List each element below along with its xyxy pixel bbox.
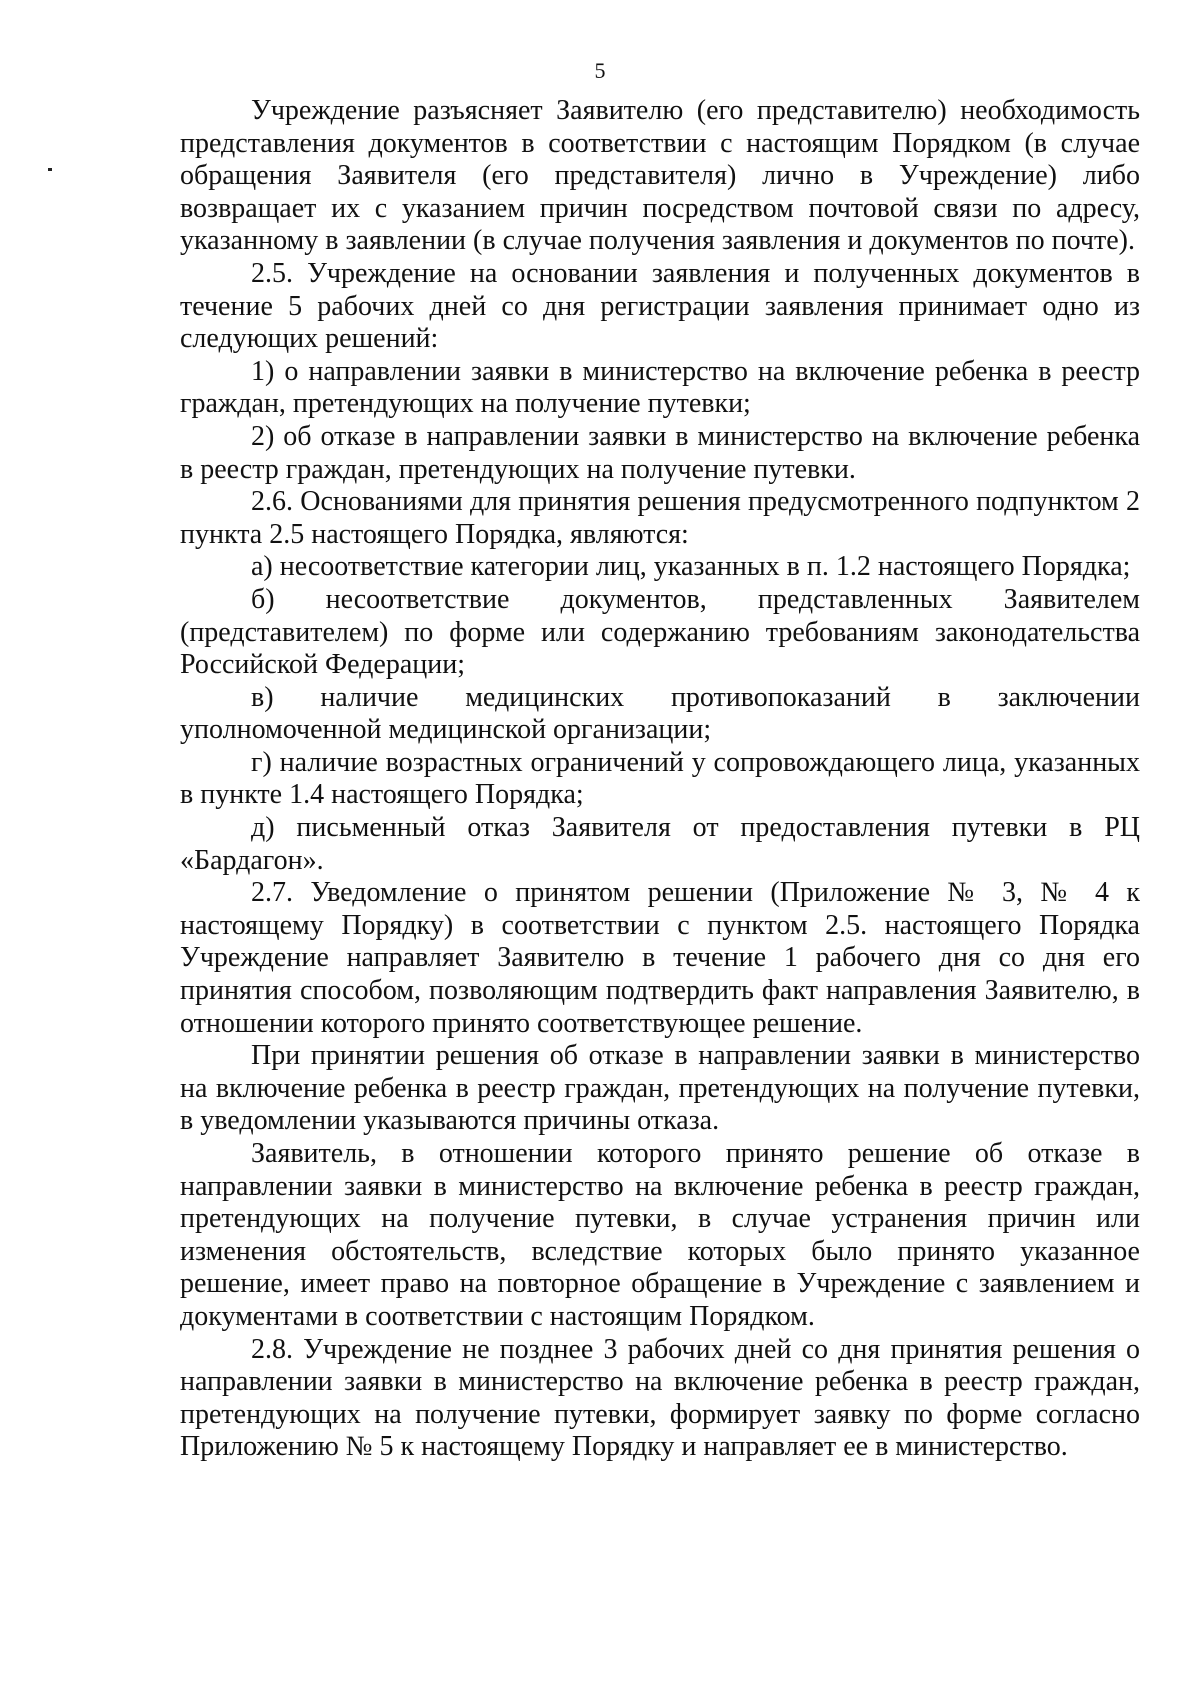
paragraph-2-5-item-2: 2) об отказе в направлении заявки в министерство на включение ребенка в реестр граждан, претендующих на получение путевки. [180, 420, 1140, 485]
paragraph-2-6-item-d: д) письменный отказ Заявителя от предоставления путевки в РЦ «Бардагон». [180, 812, 1140, 876]
page-number: 5 [594, 58, 606, 83]
paragraph-2-6-item-b: б) несоответствие документов, представленных Заявителем (представителем) по форме или содержанию требованиям законодательства Российской Федерации; [180, 583, 1140, 681]
paragraph-2-5: 2.5. Учреждение на основании заявления и полученных документов в течение 5 рабочих дней со дня регистрации заявления принимает одно из следующих решений: [180, 257, 1140, 355]
paragraph-reapplication: Заявитель, в отношении которого принято решение об отказе в направлении заявки в министерство на включение ребенка в реестр граждан, претендующих на получение путевки, в случае устранения причин или изменения обстоятельств, вследствие которых было принято указанное решение, имеет право на повторное обращение в Учреждение с заявлением и документами в соответствии с настоящим Порядком. [180, 1138, 1140, 1332]
paragraph-clarification: Учреждение разъясняет Заявителю (его представителю) необходимость представления документов в соответствии с настоящим Порядком (в случае обращения Заявителя (его представителя) лично в Учреждение) либо возвращает их с указанием причин посредством почтовой связи по адресу, указанному в заявлении (в случае получения заявления и документов по почте). [180, 95, 1140, 257]
paragraph-2-6-item-v: в) наличие медицинских противопоказаний в заключении уполномоченной медицинской организации; [180, 681, 1140, 746]
paragraph-2-6-item-g: г) наличие возрастных ограничений у сопровождающего лица, указанных в пункте 1.4 настоящего Порядка; [180, 746, 1140, 811]
paragraph-2-6: 2.6. Основаниями для принятия решения предусмотренного подпунктом 2 пункта 2.5 настоящего Порядка, являются: [180, 486, 1140, 550]
paragraph-2-5-item-1: 1) о направлении заявки в министерство на включение ребенка в реестр граждан, претендующих на получение путевки; [180, 355, 1140, 420]
paragraph-2-6-item-a: а) несоответствие категории лиц, указанных в п. 1.2 настоящего Порядка; [251, 551, 1131, 583]
paragraph-refusal-reasons: При принятии решения об отказе в направлении заявки в министерство на включение ребенка в реестр граждан, претендующих на получение путевки, в уведомлении указываются причины отказа. [180, 1040, 1140, 1137]
scan-artifact-mark [48, 168, 52, 171]
paragraph-2-8: 2.8. Учреждение не позднее 3 рабочих дней со дня принятия решения о направлении заявки в министерство на включение ребенка в реестр граждан, претендующих на получение путевки, формирует заявку по форме согласно Приложению № 5 к настоящему Порядку и направляет ее в министерство. [180, 1333, 1140, 1463]
document-body [180, 95, 1140, 1464]
paragraph-2-7: 2.7. Уведомление о принятом решении (Приложение № 3, № 4 к настоящему Порядку) в соответствии с пунктом 2.5. настоящего Порядка Учреждение направляет Заявителю в течение 1 рабочего дня со дня его принятия способом, позволяющим подтвердить факт направления Заявителю, в отношении которого принято соответствующее решение. [180, 877, 1140, 1039]
